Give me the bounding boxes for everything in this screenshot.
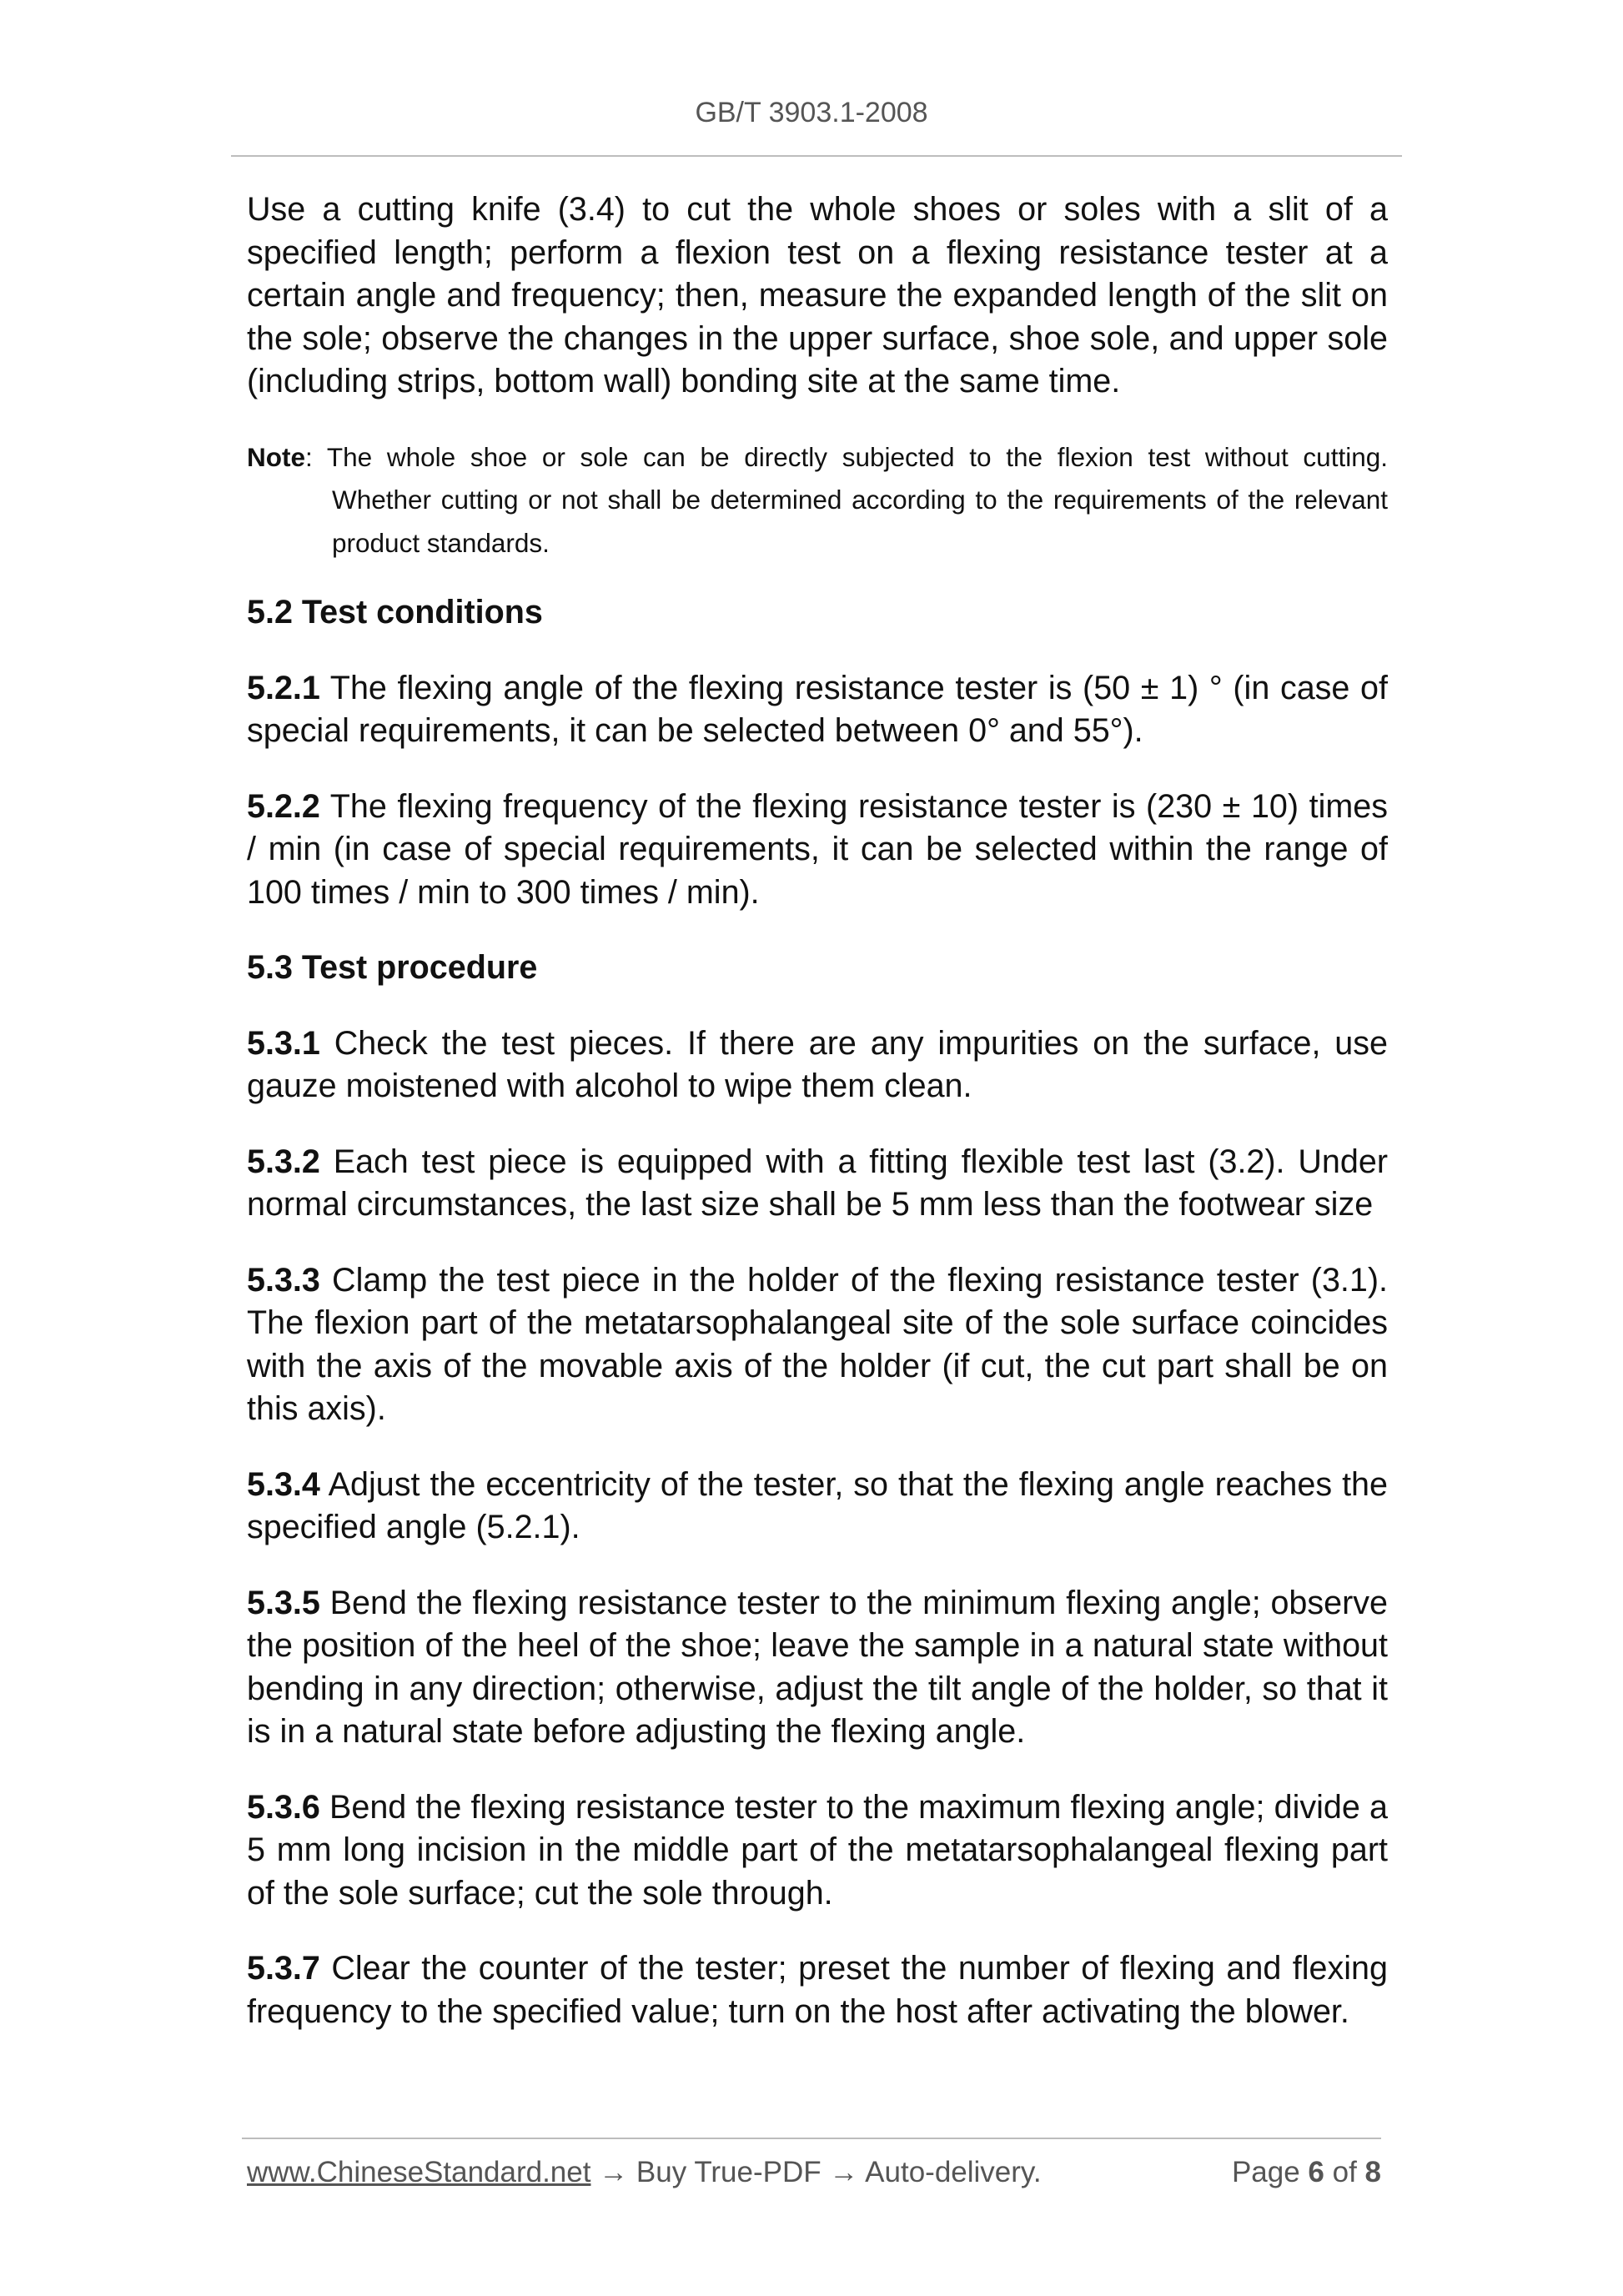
page-of: of <box>1324 2156 1365 2188</box>
clause-text: Bend the flexing resistance tester to the maximum flexing angle; divide a 5 mm long incision in the middle part of the metatarsophalangeal flexing part of the sole surface; cut the sole through. <box>247 1788 1388 1912</box>
clause-text: Check the test pieces. If there are any impurities on the surface, use gauze moistened with alcohol to wipe them clean. <box>247 1024 1388 1104</box>
page-current: 6 <box>1308 2156 1324 2188</box>
clause-text: Adjust the eccentricity of the tester, so that the flexing angle reaches the specified angle (5.2.1). <box>247 1465 1388 1545</box>
page-indicator <box>1232 2156 1381 2189</box>
note-block <box>247 436 1388 565</box>
clause-text: Clear the counter of the tester; preset the number of flexing and flexing frequency to the specified value; turn on the host after activating the blower. <box>247 1950 1388 2030</box>
clause-number: 5.2.2 <box>247 787 320 825</box>
note-first-text: : The whole shoe or sole can be directly subjected to the flexion test without cutting. <box>305 441 1388 472</box>
page-label: Page <box>1231 2156 1309 2188</box>
page-footer <box>247 2156 1381 2189</box>
clause-5-3-3 <box>247 1259 1388 1431</box>
clause-text: Clamp the test piece in the holder of the flexing resistance tester (3.1). The flexion part of the metatarsophalangeal site of the sole surface coincides with the axis of the movable axis of the holder (if cut, the cut part shall be on this axis). <box>247 1261 1388 1427</box>
clause-text: Bend the flexing resistance tester to the minimum flexing angle; observe the position of the heel of the shoe; leave the sample in a natural state without bending in any direction; otherwise, adjust the tilt angle of the holder, so that it is in a natural state before adjusting the flexing angle. <box>247 1584 1388 1750</box>
section-heading-5-3: 5.3 Test procedure <box>247 949 538 986</box>
note-label: Note <box>247 441 305 472</box>
clause-5-3-6 <box>247 1786 1388 1916</box>
clause-5-3-2 <box>247 1141 1388 1227</box>
page-total: 8 <box>1364 2156 1381 2188</box>
note-first-line <box>247 436 1388 480</box>
header-divider <box>231 155 1402 157</box>
clause-5-3-5 <box>247 1582 1388 1754</box>
clause-text: The flexing frequency of the flexing resistance tester is (230 ± 10) times / min (in case of special requirements, it can be selected within the range of 100 times / min to 300 times / min). <box>247 787 1388 911</box>
clause-text: The flexing angle of the flexing resistance tester is (50 ± 1) ° (in case of special requirements, it can be selected between 0° and 55°). <box>247 669 1388 749</box>
clause-5-3-1 <box>247 1022 1388 1108</box>
website-link[interactable]: www.ChineseStandard.net <box>247 2156 591 2188</box>
clause-number: 5.2.1 <box>247 669 320 706</box>
footer-divider <box>242 2138 1381 2139</box>
page-content <box>247 188 1388 2066</box>
clause-5-2-1 <box>247 667 1388 753</box>
clause-number: 5.3.5 <box>247 1584 320 1621</box>
clause-number: 5.3.4 <box>247 1465 320 1503</box>
clause-text: Each test piece is equipped with a fitting flexible test last (3.2). Under normal circumstances, the last size shall be 5 mm less than the footwear size <box>247 1143 1388 1223</box>
footer-tagline: → Buy True-PDF → Auto-delivery. <box>590 2156 1042 2188</box>
clause-5-2-2 <box>247 786 1388 915</box>
page-header: GB/T 3903.1-2008 <box>695 97 928 128</box>
intro-paragraph: Use a cutting knife (3.4) to cut the whole shoes or soles with a slit of a specified length; perform a flexion test on a flexing resistance tester at a certain angle and frequency; then, measure the expanded length of the slit on the sole; observe the changes in the upper surface, shoe sole, and upper sole (including strips, bottom wall) bonding site at the same time. <box>247 191 1388 399</box>
clause-number: 5.3.1 <box>247 1024 320 1062</box>
section-heading-5-2: 5.2 Test conditions <box>247 594 543 631</box>
clause-5-3-7 <box>247 1947 1388 2033</box>
footer-left <box>247 2156 1042 2189</box>
clause-5-3-4 <box>247 1464 1388 1550</box>
clause-number: 5.3.7 <box>247 1950 320 1987</box>
clause-number: 5.3.2 <box>247 1143 320 1180</box>
note-continuation: Whether cutting or not shall be determined according to the requirements of the relevant product standards. <box>332 485 1388 558</box>
clause-number: 5.3.3 <box>247 1261 320 1299</box>
clause-number: 5.3.6 <box>247 1788 320 1826</box>
